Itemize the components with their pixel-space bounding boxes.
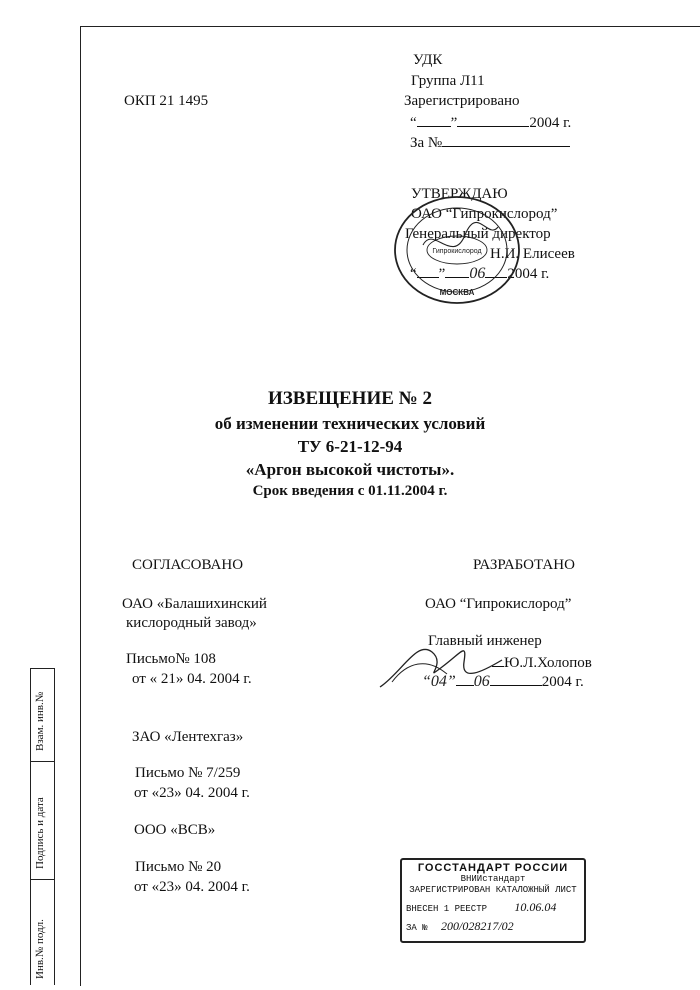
agreed-letter-2: Письмо № 7/259 [135,765,241,781]
developed-label: РАЗРАБОТАНО [473,557,575,573]
margin-field-original-inventory: Инв.№ подл. [34,919,46,979]
approval-label: УТВЕРЖДАЮ [411,186,508,202]
developed-name: Ю.Л.Холопов [504,655,592,671]
margin-strip [30,668,55,985]
chief-engineer-signature [372,632,512,694]
margin-field-replacement: Взам. инв.№ [34,691,46,751]
product-name: «Аргон высокой чистоты». [245,460,455,479]
developed-org: ОАО “Гипрокислород” [425,596,572,612]
notice-subtitle: об изменении технических условий [214,414,486,433]
round-seal [393,195,521,305]
approval-org: ОАО “Гипрокислород” [411,206,558,222]
seal-ring-text: МОСКВА [439,288,475,297]
okp-code: ОКП 21 1495 [124,93,209,109]
notice-title: ИЗВЕЩЕНИЕ № 2 [267,388,432,409]
developed-position: Главный инженер [428,633,542,649]
agreed-date-1: от « 21» 04. 2004 г. [132,671,252,687]
developed-year: 2004 г. [541,674,584,690]
stamp-subtitle: ВНИИстандарт [460,874,526,884]
seal-center-text: Гипрокислород [432,248,482,255]
number-label: За № [410,135,443,151]
quote-open: “ [410,115,417,131]
registered-year: 2004 г. [529,115,572,131]
stamp-registry-row: ВНЕСЕН 1 РЕЕСТР 10.06.04 [406,900,557,914]
approval-position: Генеральный директор [405,226,551,242]
registered-label: Зарегистрировано [404,93,520,109]
registered-date-line [410,113,571,132]
approval-month-handwritten: 06 [469,265,486,282]
agreed-date-2: от «23» 04. 2004 г. [134,785,250,801]
stamp-title: ГОССТАНДАРТ РОССИИ [417,862,569,874]
page-frame-left [80,26,81,986]
stamp-number-value: 200/028217/02 [441,919,514,933]
stamp-caption: ЗАРЕГИСТРИРОВАН КАТАЛОЖНЫЙ ЛИСТ [409,885,577,895]
approval-date-line: “ ” 06 2004 г. [410,265,550,282]
agreed-letter-3: Письмо № 20 [135,859,222,875]
agreed-label: СОГЛАСОВАНО [132,557,244,573]
developed-day-handwritten: “04” [422,673,456,690]
margin-field-signature-date: Подпись и дата [34,797,46,869]
agreed-org-1-line1: ОАО «Балашихинский [122,596,267,612]
group-label: Группа Л11 [411,73,485,89]
director-signature-stroke [423,222,498,246]
agreed-org-3: ООО «ВСВ» [134,822,216,838]
page-frame-top [80,26,700,27]
agreed-date-3: от «23» 04. 2004 г. [134,879,250,895]
registered-number-line [410,133,570,152]
developed-month-handwritten: 06 [473,673,490,690]
registration-stamp [400,858,586,943]
agreed-org-1-line2: кислородный завод» [126,615,257,631]
spec-number: ТУ 6-21-12-94 [297,437,403,456]
quote-close: ” [450,115,458,131]
approval-year: 2004 г. [507,266,550,282]
udk-label: УДК [413,52,443,68]
agreed-letter-1: Письмо№ 108 [126,651,216,667]
stamp-number-row: ЗА № 200/028217/02 [406,919,514,933]
effective-date: Срок введения с 01.11.2004 г. [252,483,448,499]
stamp-registry-date: 10.06.04 [514,900,557,914]
agreed-org-2: ЗАО «Лентехгаз» [132,729,244,745]
approval-name: Н.И. Елисеев [490,246,575,262]
